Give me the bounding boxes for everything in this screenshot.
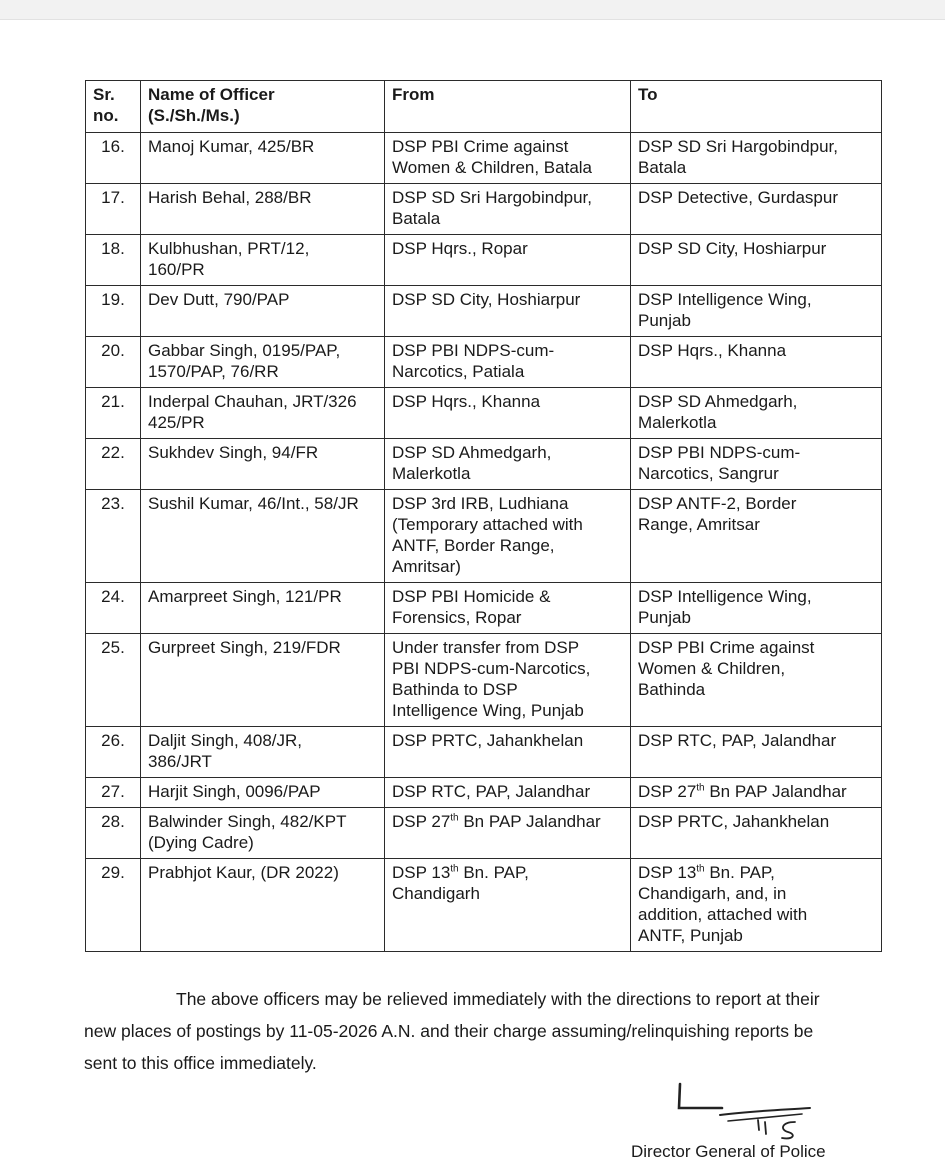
cell-text-line: DSP SD City, Hoshiarpur [638, 239, 827, 258]
cell-text-line: Intelligence Wing, Punjab [392, 701, 584, 720]
cell-text-line: Amritsar) [392, 557, 461, 576]
from-posting-cell [385, 235, 631, 286]
sr-no-cell: 28. [86, 808, 141, 859]
cell-text-line: ANTF, Punjab [638, 926, 743, 945]
cell-text-line: DSP RTC, PAP, Jalandhar [392, 782, 591, 801]
from-posting-cell [385, 859, 631, 952]
to-posting-cell [631, 808, 882, 859]
cell-text-line: Chandigarh [392, 884, 480, 903]
from-posting-cell [385, 133, 631, 184]
to-posting-cell [631, 388, 882, 439]
cell-text-line: DSP SD Ahmedgarh, [638, 392, 798, 411]
sr-no-cell: 19. [86, 286, 141, 337]
cell-text-line: Harish Behal, 288/BR [148, 188, 312, 207]
cell-text-line: (Dying Cadre) [148, 833, 254, 852]
officer-name-cell [141, 859, 385, 952]
cell-text-line: Sushil Kumar, 46/Int., 58/JR [148, 494, 359, 513]
cell-text-line: PBI NDPS-cum-Narcotics, [392, 659, 591, 678]
sr-no-cell: 26. [86, 727, 141, 778]
sr-no-cell: 21. [86, 388, 141, 439]
table-row [86, 859, 882, 952]
sr-no-cell: 29. [86, 859, 141, 952]
table-row [86, 133, 882, 184]
cell-text-line: Women & Children, Batala [392, 158, 593, 177]
table-header-row [86, 81, 882, 133]
officer-name-cell [141, 337, 385, 388]
sr-no-cell: 16. [86, 133, 141, 184]
cell-text-line: DSP Hqrs., Khanna [638, 341, 787, 360]
from-posting-cell [385, 388, 631, 439]
cell-text-line: Gabbar Singh, 0195/PAP, [148, 341, 341, 360]
cell-text-line: DSP PBI NDPS-cum- [638, 443, 801, 462]
cell-text-line: Forensics, Ropar [392, 608, 522, 627]
officer-name-cell [141, 727, 385, 778]
cell-text-line: Malerkotla [392, 464, 471, 483]
cell-text-line: Manoj Kumar, 425/BR [148, 137, 315, 156]
paragraph-line: The above officers may be relieved immediately with the directions to report at their [176, 989, 820, 1009]
cell-text-line: DSP SD Ahmedgarh, [392, 443, 552, 462]
cell-text-line: Gurpreet Singh, 219/FDR [148, 638, 341, 657]
cell-text-line: Narcotics, Patiala [392, 362, 525, 381]
officer-name-cell [141, 439, 385, 490]
to-posting-cell [631, 337, 882, 388]
header-name-of-officer: Name of Officer (S./Sh./Ms.) [141, 81, 385, 133]
cell-text-line: Women & Children, [638, 659, 786, 678]
sr-no-cell: 27. [86, 778, 141, 808]
cell-text-line: Prabhjot Kaur, (DR 2022) [148, 863, 339, 882]
from-posting-cell [385, 286, 631, 337]
cell-text-line: DSP Intelligence Wing, [638, 587, 812, 606]
cell-text-line: DSP PRTC, Jahankhelan [638, 812, 830, 831]
to-posting-cell [631, 439, 882, 490]
cell-text-line: DSP 13th Bn. PAP, [392, 863, 529, 882]
cell-text-line: DSP PBI Homicide & [392, 587, 551, 606]
cell-text-line: Amarpreet Singh, 121/PR [148, 587, 342, 606]
cell-text-line: DSP PBI Crime against [392, 137, 569, 156]
officer-name-cell [141, 133, 385, 184]
cell-text-line: Harjit Singh, 0096/PAP [148, 782, 321, 801]
signature [670, 1078, 850, 1140]
sr-no-cell: 17. [86, 184, 141, 235]
cell-text-line: DSP PBI Crime against [638, 638, 815, 657]
sr-no-cell: 20. [86, 337, 141, 388]
sr-no-cell: 18. [86, 235, 141, 286]
cell-text-line: Kulbhushan, PRT/12, [148, 239, 310, 258]
to-posting-cell [631, 634, 882, 727]
sr-no-cell: 24. [86, 583, 141, 634]
sr-no-cell: 25. [86, 634, 141, 727]
cell-text-line: 1570/PAP, 76/RR [148, 362, 279, 381]
officer-name-cell [141, 634, 385, 727]
from-posting-cell [385, 634, 631, 727]
table-row [86, 286, 882, 337]
cell-text-line: Batala [392, 209, 441, 228]
table-row [86, 808, 882, 859]
cell-text-line: (Temporary attached with [392, 515, 583, 534]
officer-name-cell [141, 490, 385, 583]
to-posting-cell [631, 286, 882, 337]
cell-text-line: Punjab [638, 608, 691, 627]
transfer-postings-table [85, 80, 882, 952]
cell-text-line: Range, Amritsar [638, 515, 760, 534]
cell-text-line: Dev Dutt, 790/PAP [148, 290, 290, 309]
to-posting-cell [631, 235, 882, 286]
from-posting-cell [385, 778, 631, 808]
officer-name-cell [141, 583, 385, 634]
from-posting-cell [385, 727, 631, 778]
cell-text-line: DSP SD Sri Hargobindpur, [392, 188, 593, 207]
officer-name-cell [141, 286, 385, 337]
header-to: To [631, 81, 882, 133]
table-row [86, 388, 882, 439]
cell-text-line: Narcotics, Sangrur [638, 464, 779, 483]
header-from: From [385, 81, 631, 133]
table-row [86, 634, 882, 727]
cell-text-line: DSP Intelligence Wing, [638, 290, 812, 309]
to-posting-cell [631, 133, 882, 184]
sr-no-cell: 23. [86, 490, 141, 583]
cell-text-line: DSP RTC, PAP, Jalandhar [638, 731, 837, 750]
to-posting-cell [631, 778, 882, 808]
from-posting-cell [385, 337, 631, 388]
cell-text-line: DSP ANTF-2, Border [638, 494, 797, 513]
cell-text-line: ANTF, Border Range, [392, 536, 555, 555]
to-posting-cell [631, 859, 882, 952]
cell-text-line: Malerkotla [638, 413, 717, 432]
header-sr-no: Sr. no. [86, 81, 141, 133]
cell-text-line: Bathinda to DSP [392, 680, 518, 699]
officer-name-cell [141, 235, 385, 286]
paragraph-line: new places of postings by 11-05-2026 A.N. and their charge assuming/relinquishing reports be [84, 1021, 814, 1041]
to-posting-cell [631, 727, 882, 778]
cell-text-line: Inderpal Chauhan, JRT/326 [148, 392, 357, 411]
cell-text-line: DSP PRTC, Jahankhelan [392, 731, 584, 750]
cell-text-line: Under transfer from DSP [392, 638, 580, 657]
table-row [86, 490, 882, 583]
from-posting-cell [385, 808, 631, 859]
viewer-top-bar [0, 0, 945, 20]
cell-text-line: Punjab [638, 311, 691, 330]
to-posting-cell [631, 184, 882, 235]
cell-text-line: DSP 27th Bn PAP Jalandhar [392, 812, 601, 831]
from-posting-cell [385, 490, 631, 583]
paragraph-line: sent to this office immediately. [84, 1053, 317, 1073]
officer-name-cell [141, 808, 385, 859]
cell-text-line: Daljit Singh, 408/JR, [148, 731, 303, 750]
cell-text-line: DSP 13th Bn. PAP, [638, 863, 775, 882]
officer-name-cell [141, 184, 385, 235]
closing-paragraph [84, 983, 882, 1079]
table-row [86, 337, 882, 388]
cell-text-line: DSP Detective, Gurdaspur [638, 188, 838, 207]
cell-text-line: Bathinda [638, 680, 706, 699]
table-row [86, 778, 882, 808]
table-row [86, 235, 882, 286]
from-posting-cell [385, 583, 631, 634]
officer-name-cell [141, 778, 385, 808]
sr-no-cell: 22. [86, 439, 141, 490]
table-row [86, 727, 882, 778]
cell-text-line: DSP Hqrs., Ropar [392, 239, 528, 258]
to-posting-cell [631, 583, 882, 634]
from-posting-cell [385, 184, 631, 235]
cell-text-line: Sukhdev Singh, 94/FR [148, 443, 319, 462]
cell-text-line: addition, attached with [638, 905, 808, 924]
cell-text-line: DSP 3rd IRB, Ludhiana [392, 494, 569, 513]
cell-text-line: DSP Hqrs., Khanna [392, 392, 541, 411]
signatory-designation: Director General of Police [631, 1142, 826, 1161]
to-posting-cell [631, 490, 882, 583]
cell-text-line: 160/PR [148, 260, 205, 279]
table-row [86, 439, 882, 490]
cell-text-line: DSP 27th Bn PAP Jalandhar [638, 782, 847, 801]
from-posting-cell [385, 439, 631, 490]
officer-name-cell [141, 388, 385, 439]
cell-text-line: Balwinder Singh, 482/KPT [148, 812, 347, 831]
cell-text-line: 425/PR [148, 413, 205, 432]
cell-text-line: DSP PBI NDPS-cum- [392, 341, 555, 360]
table-row [86, 583, 882, 634]
cell-text-line: Batala [638, 158, 687, 177]
cell-text-line: DSP SD Sri Hargobindpur, [638, 137, 839, 156]
cell-text-line: Chandigarh, and, in [638, 884, 787, 903]
table-row [86, 184, 882, 235]
cell-text-line: 386/JRT [148, 752, 212, 771]
cell-text-line: DSP SD City, Hoshiarpur [392, 290, 581, 309]
